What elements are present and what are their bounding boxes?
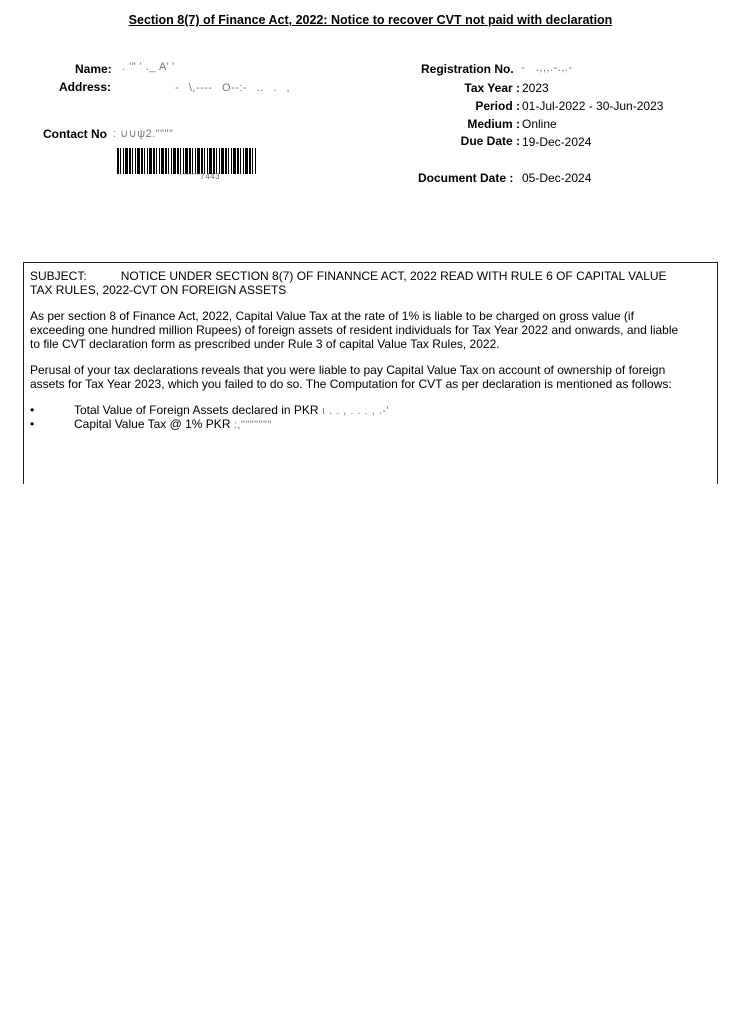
bullet-icon: •: [30, 417, 35, 431]
subject-line: [30, 269, 690, 297]
contact-label: Contact No: [43, 127, 107, 141]
medium-label: Medium :: [467, 117, 520, 131]
contact-value: : ∪∪ψ2."""": [113, 128, 174, 140]
bullet-value: ı . . , . . . , .-': [321, 405, 390, 417]
address-label: Address:: [59, 80, 112, 94]
paragraph-legal-basis: As per section 8 of Finance Act, 2022, Capital Value Tax at the rate of 1% is liable to be charged on gross value (if exceeding one hundred million Rupees) of foreign assets of resident individuals for Tax Year 2022 and onwards, and liable to file CVT declaration form as prescribed under Rule 3 of capital Value Tax Rules, 2022.: [30, 309, 679, 351]
period-value: 01-Jul-2022 - 30-Jun-2023: [522, 99, 664, 113]
tax-year-value: 2023: [522, 81, 549, 95]
bullet-value: :,""""""": [233, 419, 272, 431]
bullet-label: Capital Value Tax @ 1% PKR: [74, 417, 231, 431]
address-value: - \,---- O--:- .. . ,: [175, 82, 291, 94]
medium-value: Online: [522, 117, 557, 131]
due-date-label: Due Date :: [460, 134, 520, 148]
paragraph-findings: Perusal of your tax declarations reveals that you were liable to pay Capital Value Tax on account of ownership of foreign assets for Tax Year 2023, which you failed to do so. The Computation for CVT as per declaration is mentioned as follows:: [30, 363, 672, 391]
notice-title: Section 8(7) of Finance Act, 2022: Notice to recover CVT not paid with declaration: [128, 13, 613, 27]
registration-value: - .,,,.-.,.-: [521, 62, 573, 74]
name-value: . '" ' ._ A’ ': [122, 61, 175, 73]
period-label: Period :: [475, 99, 520, 113]
list-item: [30, 403, 690, 417]
registration-label: Registration No.: [421, 62, 514, 76]
document-date-value: 05-Dec-2024: [522, 171, 592, 185]
barcode-image: [117, 148, 257, 174]
subject-label: SUBJECT:: [30, 269, 87, 283]
tax-year-label: Tax Year :: [464, 81, 520, 95]
list-item: [30, 417, 690, 431]
bullet-label: Total Value of Foreign Assets declared in PKR: [74, 403, 319, 417]
barcode-number: ''''''''''7443: [180, 172, 221, 181]
bullet-icon: •: [30, 403, 35, 417]
document-date-label: Document Date :: [418, 171, 514, 185]
due-date-value: 19-Dec-2024: [522, 135, 592, 149]
subject-text: NOTICE UNDER SECTION 8(7) OF FINANNCE ACT, 2022 READ WITH RULE 6 OF CAPITAL VALUE TAX RULES, 2022-CVT ON FOREIGN ASSETS: [30, 269, 667, 297]
notice-box: [23, 262, 718, 484]
name-label: Name:: [75, 62, 112, 76]
